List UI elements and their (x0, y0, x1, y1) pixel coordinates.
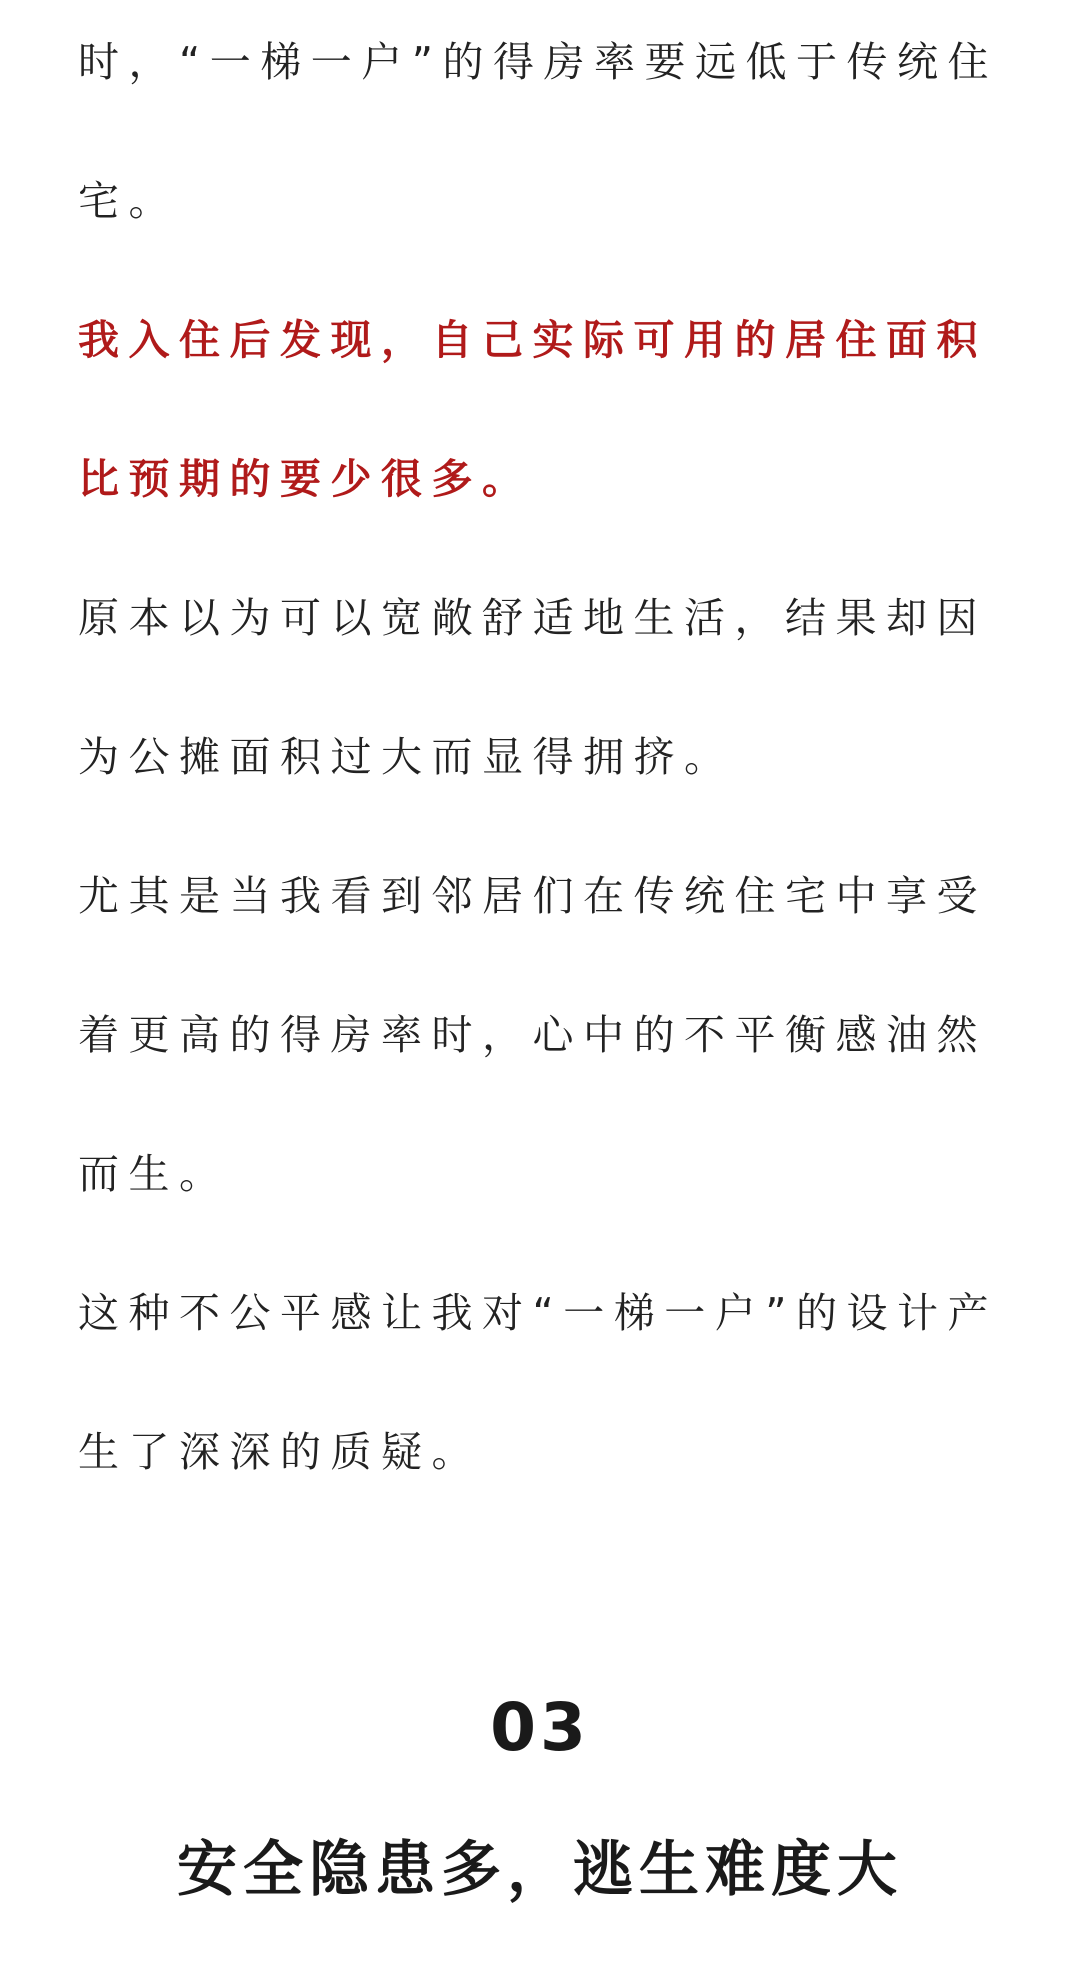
highlight-paragraph: 我入住后发现，自己实际可用的居住面积比预期的要少很多。 (78, 316, 987, 503)
section-heading: 安全隐患多，逃生难度大 (177, 1835, 903, 1905)
section-number: 03 (490, 1689, 590, 1766)
paragraph-2: 原本以为可以宽敞舒适地生活，结果却因为公摊面积过大而显得拥挤。 (78, 594, 987, 781)
paragraph-1: 时，“一梯一户”的得房率要远低于传统住宅。 (78, 38, 998, 225)
paragraph-3: 尤其是当我看到邻居们在传统住宅中享受着更高的得房率时，心中的不平衡感油然而生。 (78, 872, 987, 1198)
paragraph-4: 这种不公平感让我对“一梯一户”的设计产生了深深的质疑。 (78, 1289, 998, 1476)
